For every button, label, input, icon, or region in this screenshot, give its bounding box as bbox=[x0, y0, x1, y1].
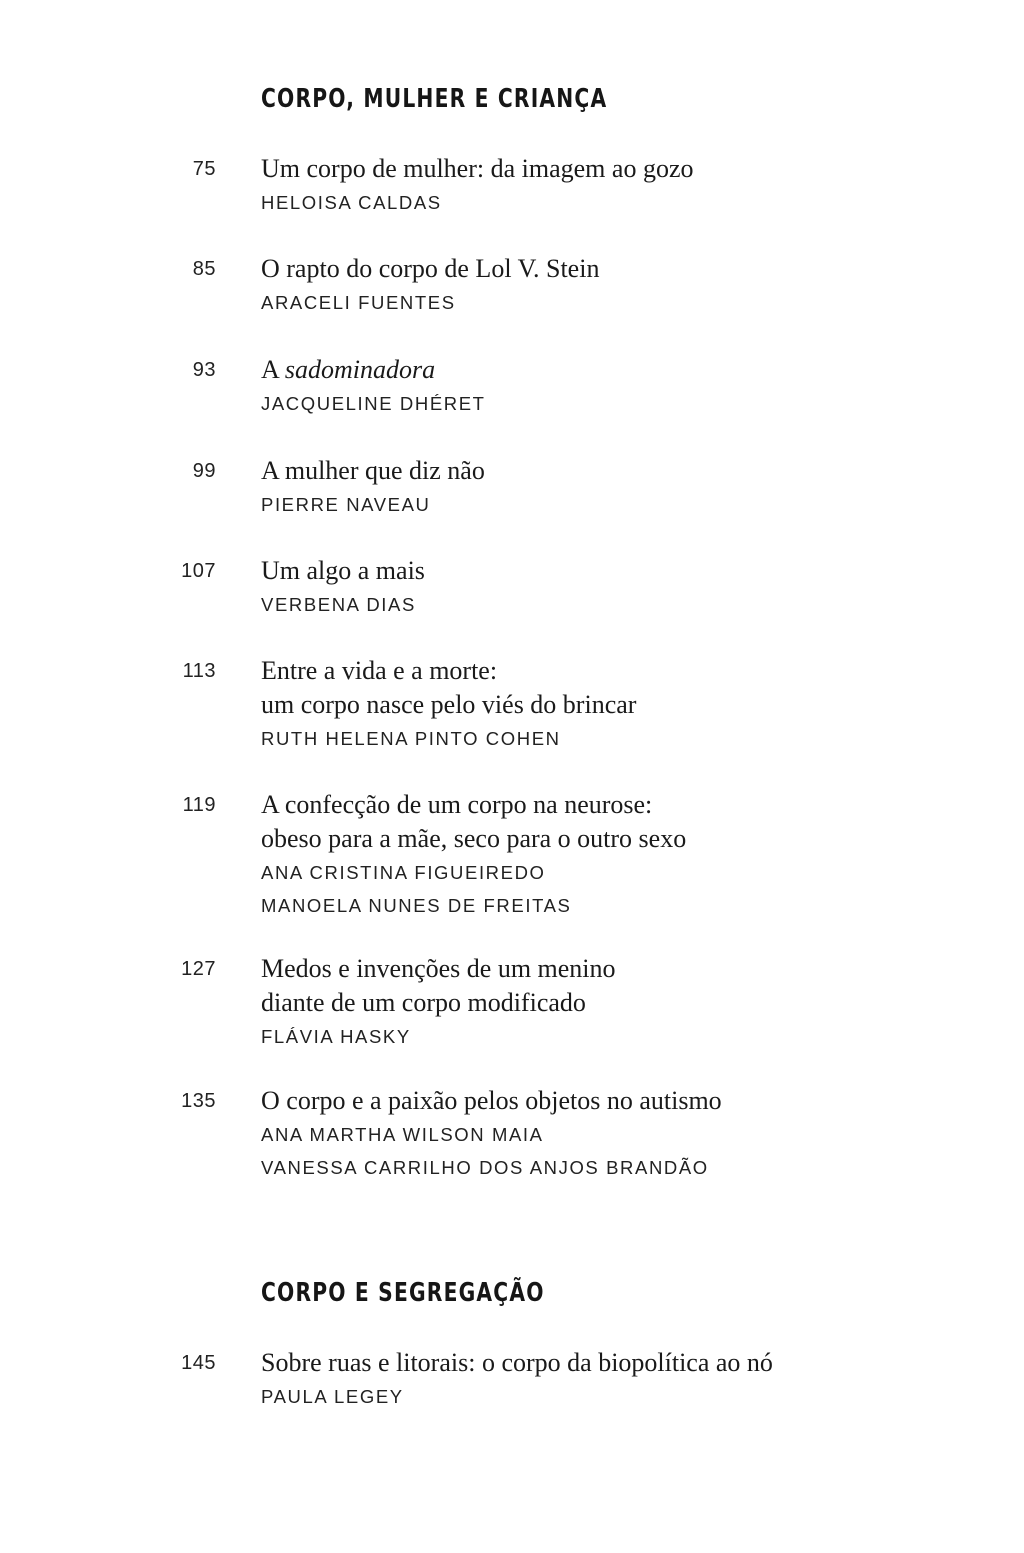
page-number: 145 bbox=[181, 1352, 216, 1374]
entry-body bbox=[261, 554, 961, 621]
entry-title: A confecção de um corpo na neurose: bbox=[261, 790, 653, 819]
entry-author: ANA MARTHA WILSON MAIA bbox=[261, 1124, 544, 1145]
page-number: 85 bbox=[192, 258, 216, 280]
entry-author: PAULA LEGEY bbox=[261, 1386, 404, 1407]
entry-title: Um algo a mais bbox=[261, 556, 425, 585]
entry-title: Entre a vida e a morte: bbox=[261, 656, 498, 685]
page-number: 75 bbox=[192, 158, 216, 180]
entry-title-continuation: obeso para a mãe, seco para o outro sexo bbox=[261, 824, 687, 853]
entry-body bbox=[261, 654, 961, 755]
entry-body bbox=[261, 353, 961, 420]
entry-author: ARACELI FUENTES bbox=[261, 292, 456, 313]
entry-body bbox=[261, 1084, 961, 1184]
entry-title: Medos e invenções de um menino bbox=[261, 954, 616, 983]
section-heading-corpo-mulher-crianca: CORPO, MULHER E CRIANÇA bbox=[261, 84, 608, 114]
entry-author: VANESSA CARRILHO DOS ANJOS BRANDÃO bbox=[261, 1157, 709, 1178]
page-number: 113 bbox=[182, 660, 216, 682]
page-number: 135 bbox=[181, 1090, 216, 1112]
section-heading-corpo-e-segregacao: CORPO E SEGREGAÇÃO bbox=[261, 1278, 545, 1308]
entry-title: A mulher que diz não bbox=[261, 456, 485, 485]
entry-body bbox=[261, 952, 961, 1053]
entry-title-continuation: um corpo nasce pelo viés do brincar bbox=[261, 690, 637, 719]
entry-author: JACQUELINE DHÉRET bbox=[261, 393, 486, 414]
entry-title bbox=[261, 353, 961, 387]
entry-author: MANOELA NUNES DE FREITAS bbox=[261, 895, 572, 916]
entry-author: ANA CRISTINA FIGUEIREDO bbox=[261, 862, 546, 883]
entry-author: PIERRE NAVEAU bbox=[261, 494, 431, 515]
entry-author: VERBENA DIAS bbox=[261, 594, 416, 615]
page-number: 99 bbox=[192, 460, 216, 482]
entry-title: O corpo e a paixão pelos objetos no autismo bbox=[261, 1086, 722, 1115]
entry-author: HELOISA CALDAS bbox=[261, 192, 442, 213]
page-number: 127 bbox=[181, 958, 216, 980]
page-number: 119 bbox=[182, 794, 216, 816]
entry-title-continuation: diante de um corpo modificado bbox=[261, 988, 586, 1017]
entry-title-prefix: A bbox=[261, 355, 285, 384]
page-number: 107 bbox=[181, 560, 216, 582]
page-number: 93 bbox=[192, 359, 216, 381]
entry-body bbox=[261, 252, 961, 319]
entry-title-italic: sadominadora bbox=[284, 355, 436, 384]
entry-author: RUTH HELENA PINTO COHEN bbox=[261, 728, 561, 749]
entry-body bbox=[261, 152, 961, 219]
entry-author: FLÁVIA HASKY bbox=[261, 1026, 411, 1047]
entry-title: O rapto do corpo de Lol V. Stein bbox=[261, 254, 600, 283]
entry-body bbox=[261, 788, 961, 922]
entry-body bbox=[261, 1346, 961, 1413]
entry-title: Sobre ruas e litorais: o corpo da biopolítica ao nó bbox=[261, 1348, 773, 1377]
entry-title: Um corpo de mulher: da imagem ao gozo bbox=[261, 154, 694, 183]
entry-body bbox=[261, 454, 961, 521]
